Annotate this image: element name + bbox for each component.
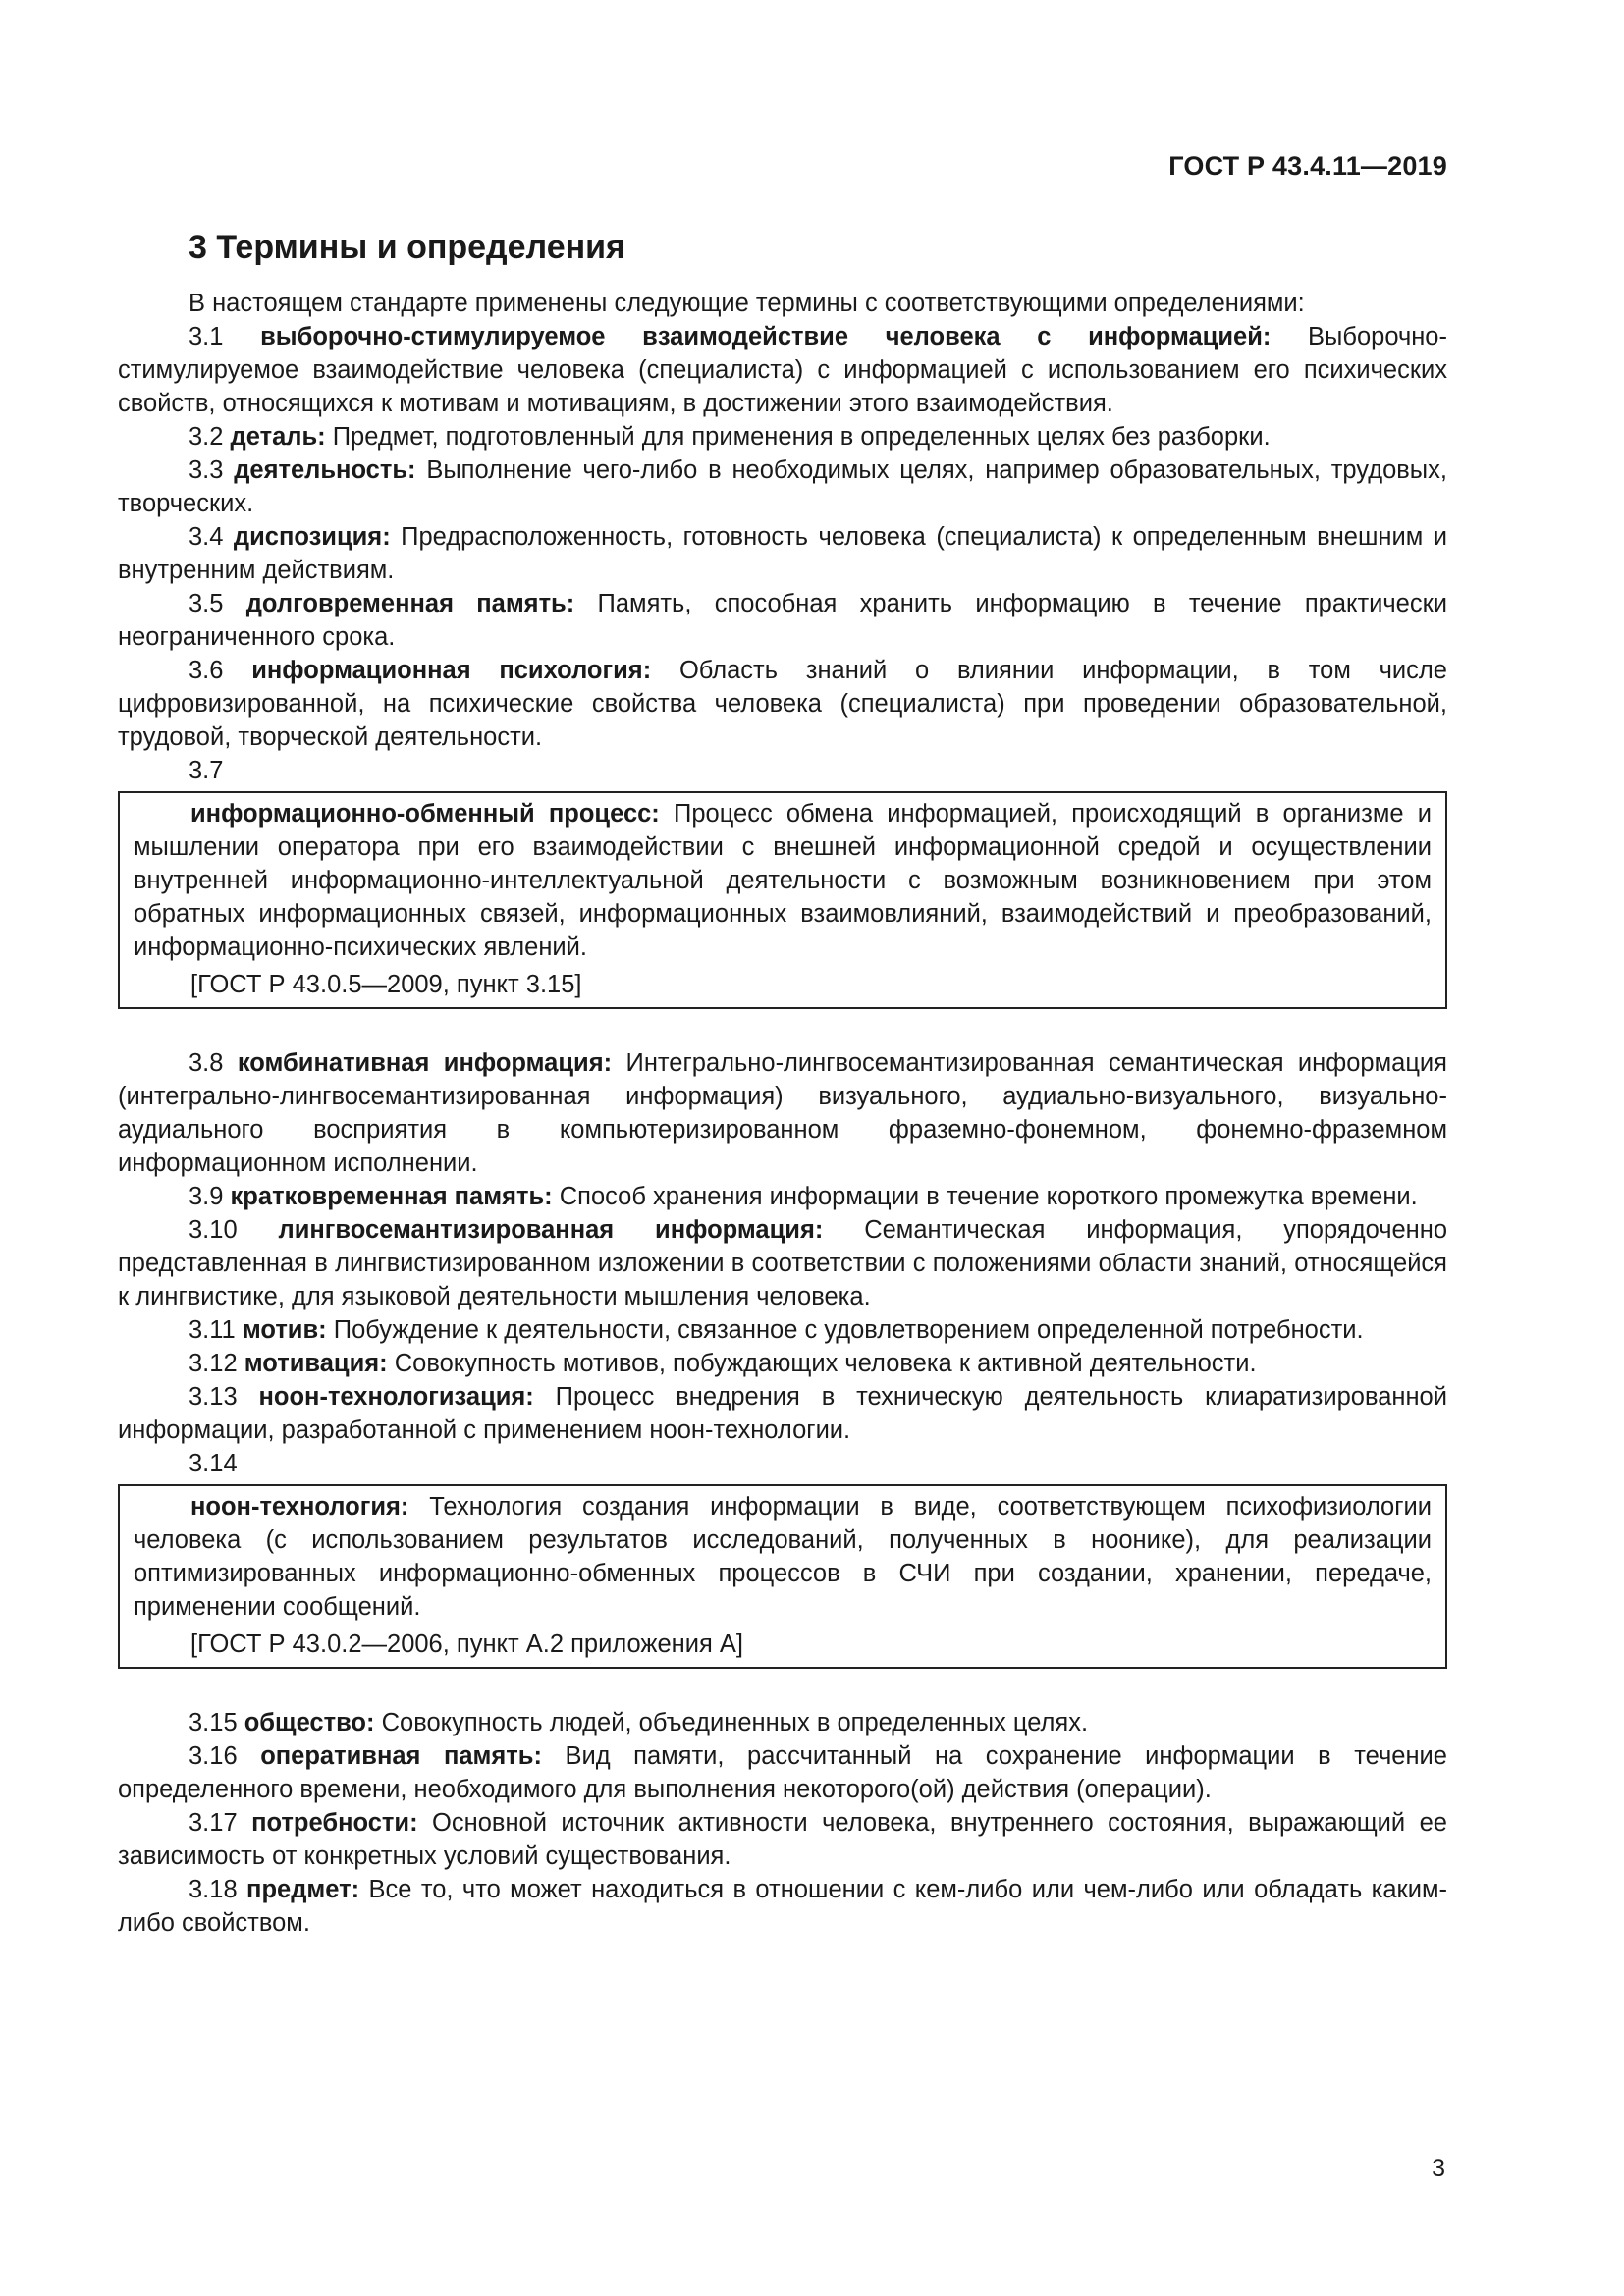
term-name: общество: xyxy=(244,1709,375,1736)
term-definition: Предрасположенность, готовность человека (специалиста) к определенным внешним и внутренним действиям. xyxy=(118,523,1447,584)
term-entry xyxy=(118,1806,1447,1873)
term-name: комбинативная информация: xyxy=(237,1049,613,1077)
term-entry xyxy=(118,1046,1447,1180)
term-definition: Побуждение к деятельности, связанное с удовлетворением определенной потребности. xyxy=(333,1316,1364,1344)
term-number: 3.18 xyxy=(189,1876,238,1903)
term-entry xyxy=(118,520,1447,587)
term-number: 3.13 xyxy=(189,1383,238,1411)
source-reference: [ГОСТ Р 43.0.2—2006, пункт А.2 приложения А] xyxy=(190,1630,743,1658)
term-number: 3.11 xyxy=(189,1316,236,1344)
term-number: 3.4 xyxy=(189,523,224,551)
source-reference: [ГОСТ Р 43.0.5—2009, пункт 3.15] xyxy=(190,971,582,998)
term-definition: Совокупность мотивов, побуждающих человека к активной деятельности. xyxy=(394,1350,1257,1377)
term-number: 3.12 xyxy=(189,1350,238,1377)
term-number: 3.9 xyxy=(189,1183,224,1210)
term-definition: Выборочно-стимулируемое взаимодействие человека (специалиста) с информацией с использованием его психических свойств, относящихся к мотивам и мотивациям, в достижении этого взаимодействия. xyxy=(118,323,1447,417)
term-name: кратковременная память: xyxy=(230,1183,553,1210)
term-definition: Все то, что может находиться в отношении с кем-либо или чем-либо или обладать каким-либо свойством. xyxy=(118,1876,1447,1937)
term-definition: Технология создания информации в виде, соответствующем психофизиологии человека (с использованием результатов исследований, полученных в ноонике), для реализации оптимизированных информационно-обменных процессов в СЧИ при создании, хранении, передаче, применении сообщений. xyxy=(134,1493,1432,1621)
term-entry xyxy=(118,1180,1447,1213)
standard-code: ГОСТ Р 43.4.11—2019 xyxy=(1168,151,1447,181)
term-number: 3.6 xyxy=(189,657,224,684)
section-title: 3 Термины и определения xyxy=(189,229,625,266)
boxed-term-entry xyxy=(134,1490,1432,1624)
term-definition: Вид памяти, рассчитанный на сохранение информации в течение определенного времени, необходимого для выполнения некоторого(ой) действия (операции). xyxy=(118,1742,1447,1803)
boxed-term-number: 3.14 xyxy=(189,1450,238,1477)
term-name: деятельность: xyxy=(234,456,416,484)
term-definition: Совокупность людей, объединенных в определенных целях. xyxy=(381,1709,1089,1736)
term-name: мотив: xyxy=(242,1316,327,1344)
term-number: 3.10 xyxy=(189,1216,238,1244)
term-number: 3.15 xyxy=(189,1709,238,1736)
term-name: ноон-технологизация: xyxy=(258,1383,534,1411)
quoted-term-box xyxy=(118,791,1447,1009)
term-name: деталь: xyxy=(230,423,326,451)
term-number: 3.1 xyxy=(189,323,224,350)
term-entry xyxy=(118,587,1447,654)
term-entry xyxy=(118,654,1447,754)
term-number: 3.16 xyxy=(189,1742,238,1770)
term-number: 3.5 xyxy=(189,590,224,617)
term-entry xyxy=(118,454,1447,520)
term-definition: Интегрально-лингвосемантизированная семантическая информация (интегрально-лингвосемантизированная информация) визуального, аудиально-визуального, визуально-аудиального восприятия в компьютеризированном фраземно-фонемном, фонемно-фраземном информационном исполнении. xyxy=(118,1049,1447,1177)
term-number: 3.8 xyxy=(189,1049,224,1077)
term-name: оперативная память: xyxy=(260,1742,542,1770)
term-number: 3.2 xyxy=(189,423,224,451)
term-name: информационная психология: xyxy=(251,657,652,684)
term-definition: Процесс внедрения в техническую деятельность клиаратизированной информации, разработанной с применением ноон-технологии. xyxy=(118,1383,1447,1444)
term-definition: Способ хранения информации в течение короткого промежутка времени. xyxy=(559,1183,1418,1210)
term-entry xyxy=(118,1213,1447,1313)
term-definition: Основной источник активности человека, внутреннего состояния, выражающий ее зависимость от конкретных условий существования. xyxy=(118,1809,1447,1870)
term-name: информационно-обменный процесс: xyxy=(190,800,660,828)
term-name: потребности: xyxy=(251,1809,418,1837)
term-entry xyxy=(118,320,1447,420)
term-definition: Выполнение чего-либо в необходимых целях, например образовательных, трудовых, творческих. xyxy=(118,456,1447,517)
term-definition: Предмет, подготовленный для применения в определенных целях без разборки. xyxy=(332,423,1271,451)
document-body xyxy=(118,287,1447,1940)
page-number: 3 xyxy=(1432,2155,1445,2182)
term-name: лингвосемантизированная информация: xyxy=(278,1216,824,1244)
term-entry xyxy=(118,1739,1447,1806)
term-entry xyxy=(118,1380,1447,1447)
term-entry xyxy=(118,1873,1447,1940)
term-name: долговременная память: xyxy=(245,590,575,617)
term-entry xyxy=(118,420,1447,454)
boxed-term-entry xyxy=(134,797,1432,964)
boxed-term-number: 3.7 xyxy=(189,757,224,784)
term-name: мотивация: xyxy=(244,1350,388,1377)
term-definition: Область знаний о влиянии информации, в том числе цифровизированной, на психические свойства человека (специалиста) при проведении образовательной, трудовой, творческой деятельности. xyxy=(118,657,1447,751)
term-number: 3.3 xyxy=(189,456,224,484)
term-number: 3.17 xyxy=(189,1809,238,1837)
quoted-term-box xyxy=(118,1484,1447,1669)
term-definition: Память, способная хранить информацию в течение практически неограниченного срока. xyxy=(118,590,1447,651)
term-entry xyxy=(118,1706,1447,1739)
term-name: выборочно-стимулируемое взаимодействие человека с информацией: xyxy=(260,323,1272,350)
term-entry xyxy=(118,1347,1447,1380)
intro-paragraph: В настоящем стандарте применены следующие термины с соответствующими определениями: xyxy=(189,290,1305,317)
term-definition: Семантическая информация, упорядоченно представленная в лингвистизированном изложении в соответствии с положениями области знаний, относящейся к лингвистике, для языковой деятельности мышления человека. xyxy=(118,1216,1448,1310)
term-name: предмет: xyxy=(246,1876,360,1903)
term-name: диспозиция: xyxy=(233,523,391,551)
term-definition: Процесс обмена информацией, происходящий в организме и мышлении оператора при его взаимодействии с внешней информационной средой и осуществлении внутренней информационно-интеллектуальной деятельности с возможным возникновением при этом обратных информационных связей, информационных взаимовлияний, взаимодействий и преобразований, информационно-психических явлений. xyxy=(134,800,1432,961)
term-entry xyxy=(118,1313,1447,1347)
term-name: ноон-технология: xyxy=(190,1493,409,1521)
